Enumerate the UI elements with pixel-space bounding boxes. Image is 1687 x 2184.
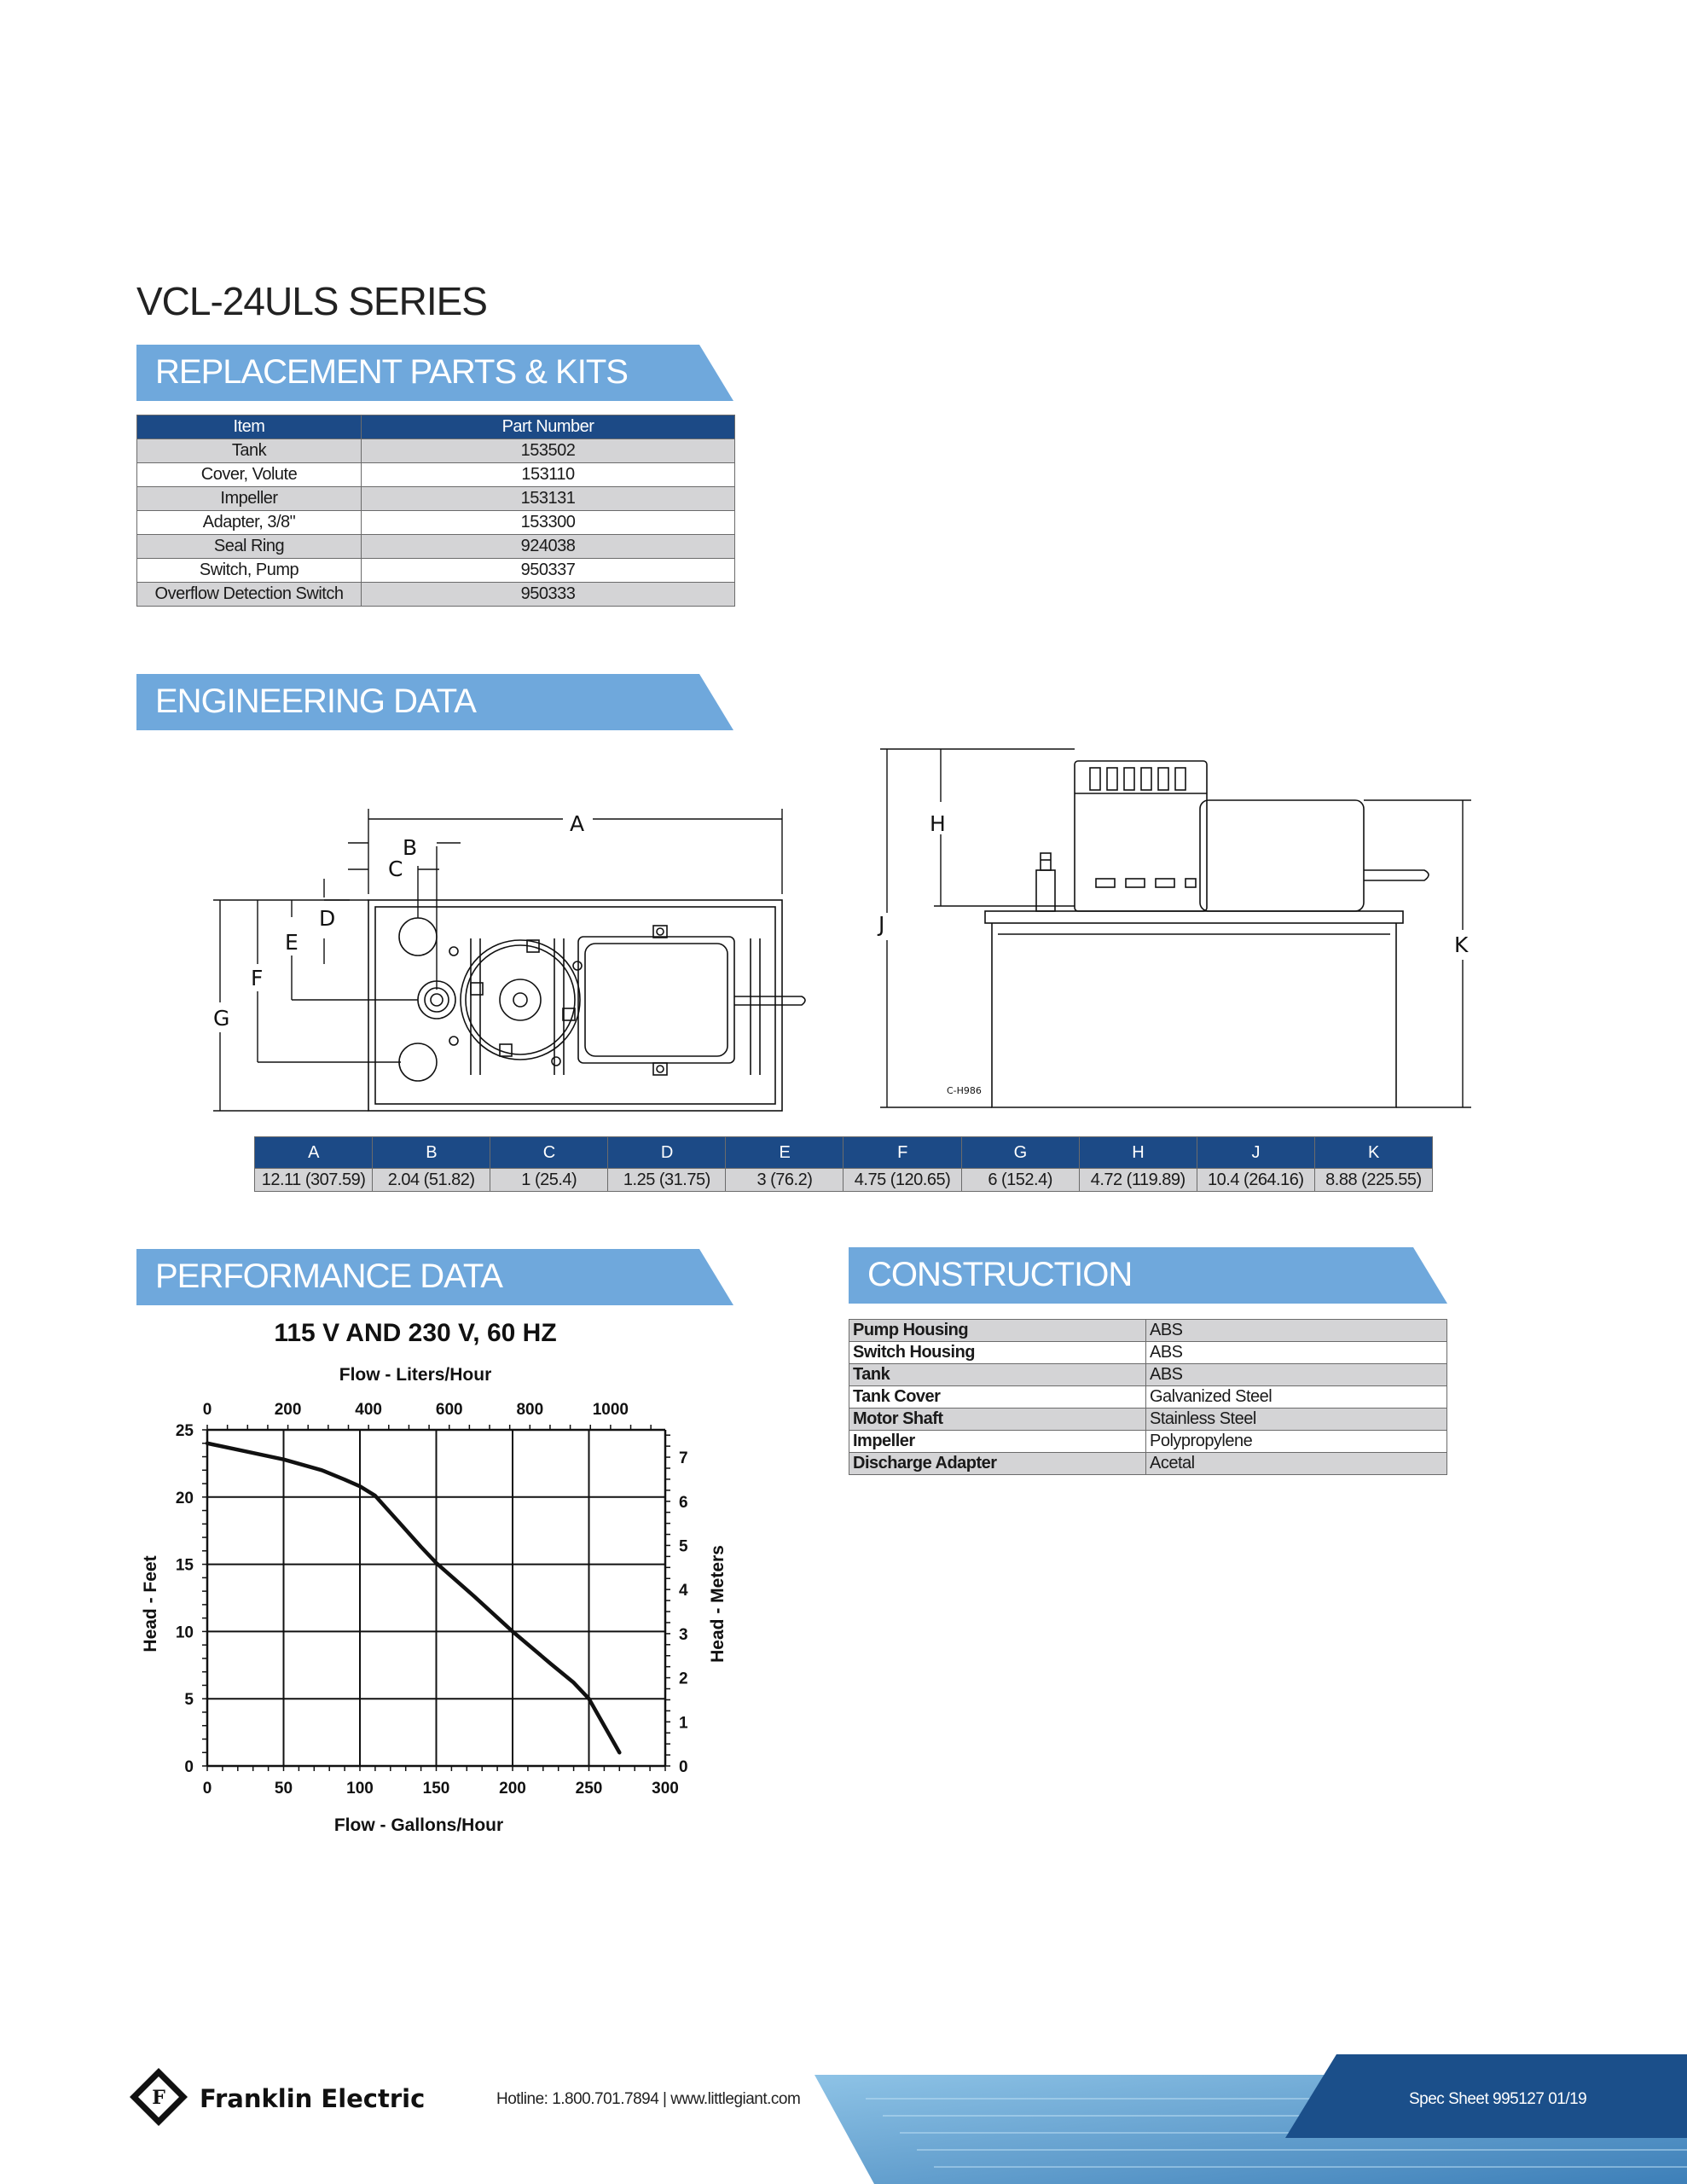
section-title-construction: CONSTRUCTION [867, 1256, 1133, 1293]
material: Galvanized Steel [1146, 1386, 1447, 1409]
construction-table [849, 1319, 1447, 1475]
y-tick-label: 0 [184, 1758, 194, 1776]
dimension-value: 1.25 (31.75) [608, 1169, 726, 1192]
table-row [137, 511, 735, 535]
brand-name: Franklin Electric [200, 2084, 426, 2113]
item-name: Cover, Volute [137, 463, 362, 487]
dimension-table-header [255, 1137, 1433, 1169]
dimension-label-f: F [251, 966, 264, 990]
column-header: G [961, 1137, 1079, 1169]
dimension-value: 8.88 (225.55) [1314, 1169, 1432, 1192]
component-name: Impeller [849, 1431, 1146, 1453]
part-number: 153300 [362, 511, 735, 535]
y2-tick-label: 1 [679, 1714, 688, 1733]
section-banner-construction [849, 1247, 1447, 1304]
part-number: 153502 [362, 439, 735, 463]
dimension-label-b: B [403, 835, 418, 860]
material: Polypropylene [1146, 1431, 1447, 1453]
chart-right-axis-label: Head - Meters [708, 1545, 728, 1663]
material: Acetal [1146, 1453, 1447, 1475]
table-row [849, 1386, 1447, 1409]
column-header: K [1314, 1137, 1432, 1169]
item-name: Overflow Detection Switch [137, 583, 362, 607]
section-banner-parts [136, 345, 733, 401]
chart-series [207, 1443, 619, 1752]
column-header: H [1079, 1137, 1197, 1169]
dimension-table [254, 1136, 1433, 1192]
table-row [849, 1431, 1447, 1453]
chart-x-axis-label: Flow - Gallons/Hour [333, 1815, 504, 1835]
table-row [137, 487, 735, 511]
performance-curve [207, 1443, 619, 1752]
section-banner-performance [136, 1249, 733, 1305]
dimension-label-e: E [285, 930, 299, 955]
part-number: 924038 [362, 535, 735, 559]
x2-tick-label: 600 [435, 1401, 463, 1419]
svg-text:F: F [152, 2087, 165, 2109]
y2-tick-label: 6 [679, 1493, 688, 1512]
material: ABS [1146, 1342, 1447, 1364]
component-name: Switch Housing [849, 1342, 1146, 1364]
material: ABS [1146, 1320, 1447, 1342]
section-title-performance: PERFORMANCE DATA [155, 1258, 502, 1295]
parts-table [136, 415, 735, 607]
x-tick-label: 150 [422, 1780, 450, 1798]
column-header: F [844, 1137, 961, 1169]
table-row [849, 1453, 1447, 1475]
dimension-value: 4.72 (119.89) [1079, 1169, 1197, 1192]
top-view-drawing [205, 785, 836, 1126]
part-number: 153131 [362, 487, 735, 511]
part-number: 950333 [362, 583, 735, 607]
table-row [137, 535, 735, 559]
x-tick-label: 200 [499, 1780, 526, 1798]
dimension-value: 6 (152.4) [961, 1169, 1079, 1192]
column-header: E [726, 1137, 844, 1169]
y2-tick-label: 5 [679, 1537, 688, 1556]
table-row [849, 1409, 1447, 1431]
x2-tick-label: 800 [516, 1401, 544, 1419]
x-tick-label: 100 [346, 1780, 374, 1798]
dimension-value: 4.75 (120.65) [844, 1169, 961, 1192]
column-header: A [255, 1137, 373, 1169]
x-tick-label: 50 [274, 1780, 293, 1798]
column-header: Item [137, 415, 362, 439]
table-row [849, 1364, 1447, 1386]
section-banner-engineering [136, 674, 733, 730]
material: ABS [1146, 1364, 1447, 1386]
x2-tick-label: 1000 [592, 1401, 629, 1419]
item-name: Tank [137, 439, 362, 463]
dimension-label-j: J [878, 912, 885, 937]
table-row [137, 439, 735, 463]
table-row [849, 1320, 1447, 1342]
section-title-parts: REPLACEMENT PARTS & KITS [155, 353, 628, 391]
y2-tick-label: 7 [679, 1449, 688, 1468]
y-tick-label: 5 [184, 1691, 194, 1710]
chart-title: 115 V AND 230 V, 60 HZ [274, 1319, 557, 1347]
y2-tick-label: 0 [679, 1758, 688, 1776]
y-tick-label: 20 [175, 1489, 194, 1507]
series-title: VCL-24ULS SERIES [136, 279, 487, 323]
y-tick-label: 15 [175, 1556, 194, 1575]
y-tick-label: 25 [175, 1422, 194, 1440]
column-header: C [490, 1137, 608, 1169]
dimension-value: 1 (25.4) [490, 1169, 608, 1192]
dimension-label-h: H [930, 811, 946, 836]
y2-tick-label: 3 [679, 1625, 688, 1644]
section-title-engineering: ENGINEERING DATA [155, 682, 476, 720]
item-name: Impeller [137, 487, 362, 511]
x2-tick-label: 0 [202, 1401, 212, 1419]
item-name: Switch, Pump [137, 559, 362, 583]
dimension-label-d: D [319, 906, 336, 931]
item-name: Seal Ring [137, 535, 362, 559]
column-header: D [608, 1137, 726, 1169]
performance-chart [128, 1314, 742, 1843]
table-row [137, 463, 735, 487]
item-name: Adapter, 3/8" [137, 511, 362, 535]
spec-sheet-number: Spec Sheet 995127 01/19 [1409, 2090, 1587, 2108]
parts-table-header [137, 415, 735, 439]
y-tick-label: 10 [175, 1623, 194, 1642]
component-name: Tank [849, 1364, 1146, 1386]
component-name: Pump Housing [849, 1320, 1146, 1342]
dimension-value: 3 (76.2) [726, 1169, 844, 1192]
x-tick-label: 250 [575, 1780, 603, 1798]
component-name: Discharge Adapter [849, 1453, 1146, 1475]
table-row [849, 1342, 1447, 1364]
side-view-drawing [870, 742, 1518, 1118]
dimension-label-c: C [388, 857, 403, 881]
part-number: 153110 [362, 463, 735, 487]
table-row [137, 559, 735, 583]
column-header: J [1197, 1137, 1314, 1169]
brand-logo [128, 2066, 452, 2128]
footer-band [815, 2048, 1687, 2184]
column-header: B [373, 1137, 490, 1169]
x2-tick-label: 200 [274, 1401, 302, 1419]
dimension-label-a: A [570, 811, 585, 836]
x-tick-label: 300 [652, 1780, 679, 1798]
chart-y-axis-label: Head - Feet [141, 1555, 160, 1653]
y2-tick-label: 4 [679, 1582, 688, 1600]
drawing-code: C-H986 [947, 1085, 982, 1096]
material: Stainless Steel [1146, 1409, 1447, 1431]
dimension-value: 12.11 (307.59) [255, 1169, 373, 1192]
dimension-value: 2.04 (51.82) [373, 1169, 490, 1192]
component-name: Tank Cover [849, 1386, 1146, 1409]
dimension-label-g: G [213, 1006, 230, 1031]
dimension-value: 10.4 (264.16) [1197, 1169, 1314, 1192]
table-row [255, 1169, 1433, 1192]
part-number: 950337 [362, 559, 735, 583]
table-row [137, 583, 735, 607]
component-name: Motor Shaft [849, 1409, 1146, 1431]
column-header: Part Number [362, 415, 735, 439]
y2-tick-label: 2 [679, 1670, 688, 1688]
x2-tick-label: 400 [355, 1401, 383, 1419]
footer-contact: Hotline: 1.800.701.7894 | www.littlegiant.com [496, 2090, 801, 2108]
dimension-label-k: K [1454, 932, 1469, 957]
x-tick-label: 0 [202, 1780, 212, 1798]
chart-top-axis-label: Flow - Liters/Hour [339, 1365, 492, 1385]
